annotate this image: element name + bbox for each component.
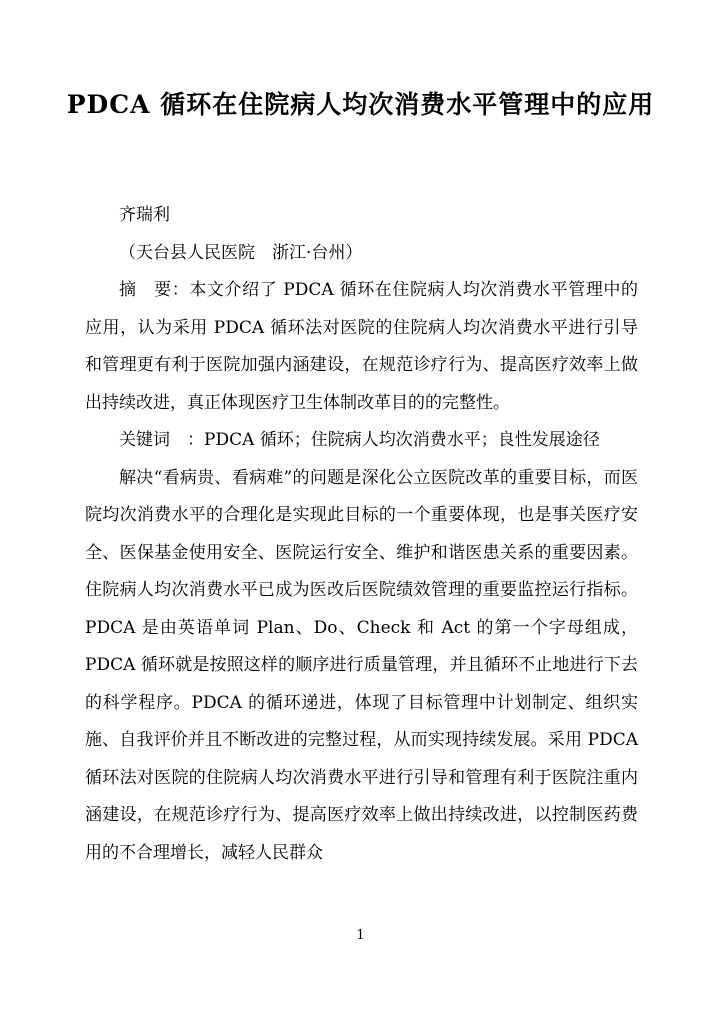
keywords-line: 关键词 ：PDCA 循环；住院病人均次消费水平；良性发展途径 [119, 430, 600, 450]
page-number: 1 [356, 928, 365, 943]
abstract-paragraph: 摘 要：本文介绍了 PDCA 循环在住院病人均次消费水平管理中的应用，认为采用 PDCA 循环法对医院的住院病人均次消费水平进行引导和管理更有利于医院加强内涵建设，在规范诊疗行为、提高医疗效率上做出持续改进，真正体现医疗卫生体制改革目的的完整性。 [85, 280, 638, 413]
author-name: 齐瑞利 [119, 205, 170, 225]
document-title: PDCA 循环在住院病人均次消费水平管理中的应用 [66, 90, 655, 119]
body-paragraph: 解决“看病贵、看病难”的问题是深化公立医院改革的重要目标，而医院均次消费水平的合理化是实现此目标的一个重要体现，也是事关医疗安全、医保基金使用安全、医院运行安全、维护和谐医患关系的重要因素。住院病人均次消费水平已成为医改后医院绩效管理的重要监控运行指标。PDCA 是由英语单词 Plan、Do、Check 和 Act 的第一个字母组成，PDCA 循环就是按照这样的顺序进行质量管理，并且循环不止地进行下去的科学程序。PDCA 的循环递进，体现了目标管理中计划制定、组织实施、自我评价并且不断改进的完整过程，从而实现持续发展。采用 PDCA 循环法对医院的住院病人均次消费水平进行引导和管理有利于医院注重内涵建设，在规范诊疗行为、提高医疗效率上做出持续改进，以控制医药费用的不合理增长，减轻人民群众 [85, 467, 638, 863]
author-affiliation: （天台县人民医院 浙江·台州） [119, 242, 363, 263]
document-body [85, 197, 638, 872]
